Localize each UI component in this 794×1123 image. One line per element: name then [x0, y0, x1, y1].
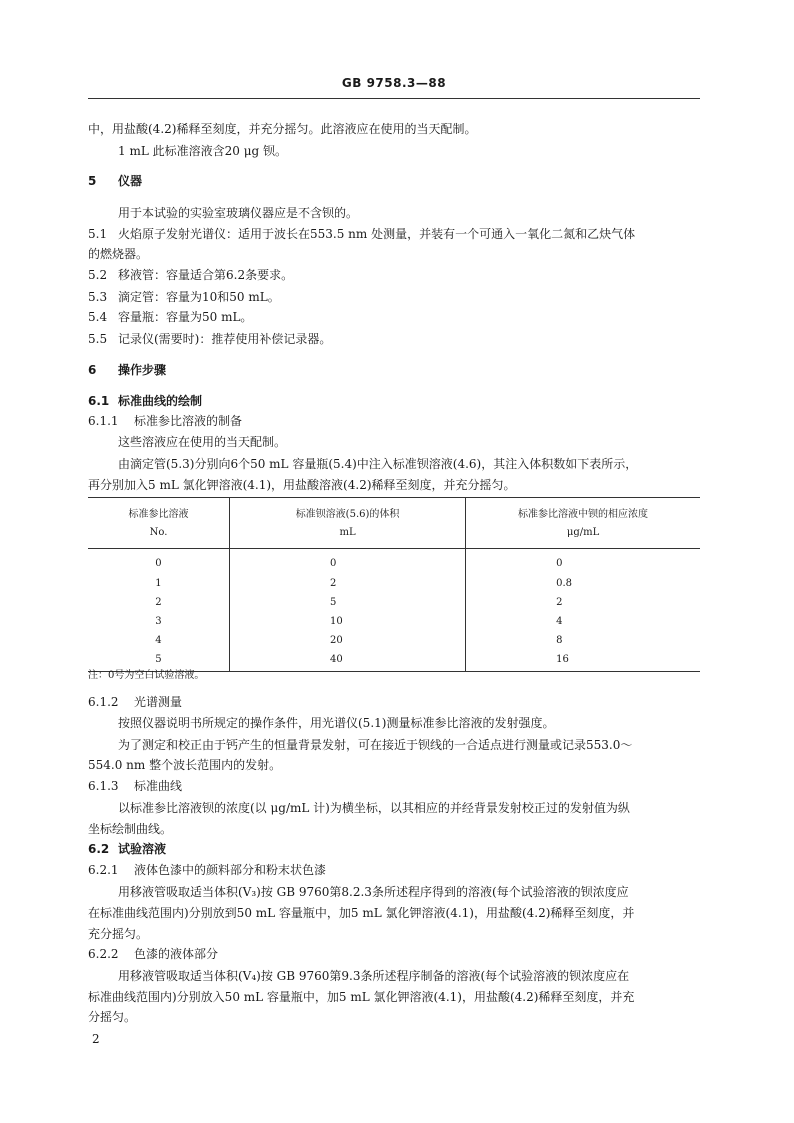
paragraph-line: 用于本试验的实验室玻璃仪器应是不含钡的。: [118, 206, 359, 220]
table-header-row: [88, 498, 700, 549]
section-title: 试验溶液: [118, 842, 167, 856]
column-unit: mL: [339, 527, 356, 538]
paragraph-line: 554.0 nm 整个波长范围内的发射。: [88, 758, 282, 772]
paragraph-line: 标准曲线范围内)分别放入50 mL 容量瓶中，加5 mL 氯化钾溶液(4.1)，用盐酸(4.2)稀释至刻度，并充: [88, 990, 635, 1004]
clause-5-1: [88, 226, 700, 242]
table-cell: 4: [466, 612, 700, 631]
table-cell: 2: [229, 574, 465, 593]
clause-number: 5.2: [88, 268, 108, 282]
table-cell: 2: [466, 593, 700, 612]
column-title: 标准参比溶液: [128, 509, 189, 520]
subsection-6-1-3-heading: [88, 778, 700, 794]
table-header-cell: [88, 498, 229, 549]
column-title: 标准参比溶液中钡的相应浓度: [518, 509, 649, 520]
paragraph-line: 这些溶液应在使用的当天配制。: [118, 435, 287, 449]
section-title: 操作步骤: [118, 363, 167, 377]
table-cell: 40: [229, 650, 465, 672]
section-number: 5: [88, 174, 97, 188]
section-number: 6.1.2: [88, 695, 119, 709]
clause-number: 5.1: [88, 227, 108, 241]
section-number: 6.2.1: [88, 863, 119, 877]
table-cell: 4: [155, 634, 162, 646]
column-unit: No.: [149, 527, 168, 538]
section-title: 光谱测量: [134, 695, 183, 709]
clause-text: 滴定管：容量为10和50 mL。: [118, 290, 280, 304]
paragraph-line: 再分别加入5 mL 氯化钾溶液(4.1)，用盐酸溶液(4.2)稀释至刻度，并充分摇匀。: [88, 478, 516, 492]
table-cell: 0: [466, 549, 700, 574]
section-number: 6.1: [88, 394, 110, 408]
column-unit: μg/mL: [566, 527, 600, 538]
section-number: 6.1.1: [88, 414, 119, 428]
section-title: 标准曲线: [134, 779, 183, 793]
clause-5-5: [88, 331, 700, 347]
table-row: [88, 593, 700, 612]
subsection-6-2-heading: [88, 841, 700, 857]
table-cell: 10: [229, 612, 465, 631]
paragraph-line: 分摇匀。: [88, 1010, 137, 1024]
section-number: 6.2.2: [88, 947, 119, 961]
table-row: [88, 549, 700, 574]
paragraph-line: 1 mL 此标准溶液含20 μg 钡。: [118, 144, 287, 158]
table-cell: 16: [466, 650, 700, 672]
clause-number: 5.3: [88, 290, 108, 304]
section-title: 仪器: [118, 174, 143, 188]
subsection-6-1-1-heading: [88, 413, 700, 429]
column-title: 标准钡溶液(5.6)的体积: [295, 509, 400, 520]
subsection-6-1-2-heading: [88, 694, 700, 710]
subsection-6-2-1-heading: [88, 862, 700, 878]
table-cell: 1: [155, 577, 162, 589]
table-cell: 3: [155, 615, 162, 627]
table-row: [88, 631, 700, 650]
section-title: 标准曲线的绘制: [118, 394, 203, 408]
section-6-heading: [88, 362, 700, 378]
table-cell: 0.8: [466, 574, 700, 593]
section-title: 标准参比溶液的制备: [134, 414, 243, 428]
table-cell: 2: [155, 596, 162, 608]
section-number: 6: [88, 363, 97, 377]
clause-number: 5.5: [88, 332, 108, 346]
table-cell: 8: [466, 631, 700, 650]
subsection-6-1-heading: [88, 393, 700, 409]
clause-5-4: [88, 309, 700, 325]
table-row: [88, 574, 700, 593]
table-note: 注：0号为空白试验溶液。: [88, 670, 205, 681]
table-cell: 5: [229, 593, 465, 612]
paragraph-line: 为了测定和校正由于钙产生的恒量背景发射，可在接近于钡线的一合适点进行测量或记录553.0～: [118, 738, 633, 752]
table-row: [88, 612, 700, 631]
clause-5-3: [88, 289, 700, 305]
table-header-cell: [229, 498, 465, 549]
section-5-heading: [88, 173, 700, 189]
table-cell: 5: [88, 650, 229, 672]
table-cell: 0: [155, 557, 162, 569]
clause-5-2: [88, 267, 700, 283]
clause-text: 移液管：容量适合第6.2条要求。: [118, 268, 294, 282]
paragraph-line: 在标准曲线范围内)分别放到50 mL 容量瓶中，加5 mL 氯化钾溶液(4.1)，用盐酸(4.2)稀释至刻度，并: [88, 906, 635, 920]
paragraph-line: 坐标绘制曲线。: [88, 822, 173, 836]
section-title: 色漆的液体部分: [134, 947, 219, 961]
header-rule: [88, 98, 700, 99]
table-cell: 0: [229, 549, 465, 574]
paragraph-line: 由滴定管(5.3)分别向6个50 mL 容量瓶(5.4)中注入标准钡溶液(4.6)，其注入体积数如下表所示，: [118, 457, 638, 471]
paragraph-line: 用移液管吸取适当体积(V₄)按 GB 9760第9.3条所述程序制备的溶液(每个试验溶液的钡浓度应在: [118, 969, 630, 983]
clause-number: 5.4: [88, 310, 108, 324]
clause-text: 火焰原子发射光谱仪：适用于波长在553.5 nm 处测量，并装有一个可通入一氧化二氮和乙炔气体: [118, 227, 636, 241]
paragraph-line: 用移液管吸取适当体积(V₃)按 GB 9760第8.2.3条所述程序得到的溶液(每个试验溶液的钡浓度应: [118, 885, 629, 899]
paragraph-line: 以标准参比溶液钡的浓度(以 μg/mL 计)为横坐标，以其相应的并经背景发射校正过的发射值为纵: [118, 801, 630, 815]
section-number: 6.1.3: [88, 779, 119, 793]
paragraph-line: 中，用盐酸(4.2)稀释至刻度，并充分摇匀。此溶液应在使用的当天配制。: [88, 122, 477, 136]
page-number: 2: [92, 1032, 100, 1046]
standard-reference-table: [88, 497, 700, 672]
clause-text: 记录仪(需要时)：推荐使用补偿记录器。: [118, 332, 332, 346]
section-title: 液体色漆中的颜料部分和粉末状色漆: [134, 863, 327, 877]
paragraph-line: 按照仪器说明书所规定的操作条件，用光谱仪(5.1)测量标准参比溶液的发射强度。: [118, 716, 555, 730]
standard-code-header: GB 9758.3—88: [341, 76, 447, 90]
table-header-cell: [466, 498, 700, 549]
paragraph-line: 的燃烧器。: [88, 247, 149, 261]
section-number: 6.2: [88, 842, 110, 856]
table-cell: 20: [229, 631, 465, 650]
paragraph-line: 充分摇匀。: [88, 927, 149, 941]
subsection-6-2-2-heading: [88, 946, 700, 962]
clause-text: 容量瓶：容量为50 mL。: [118, 310, 253, 324]
